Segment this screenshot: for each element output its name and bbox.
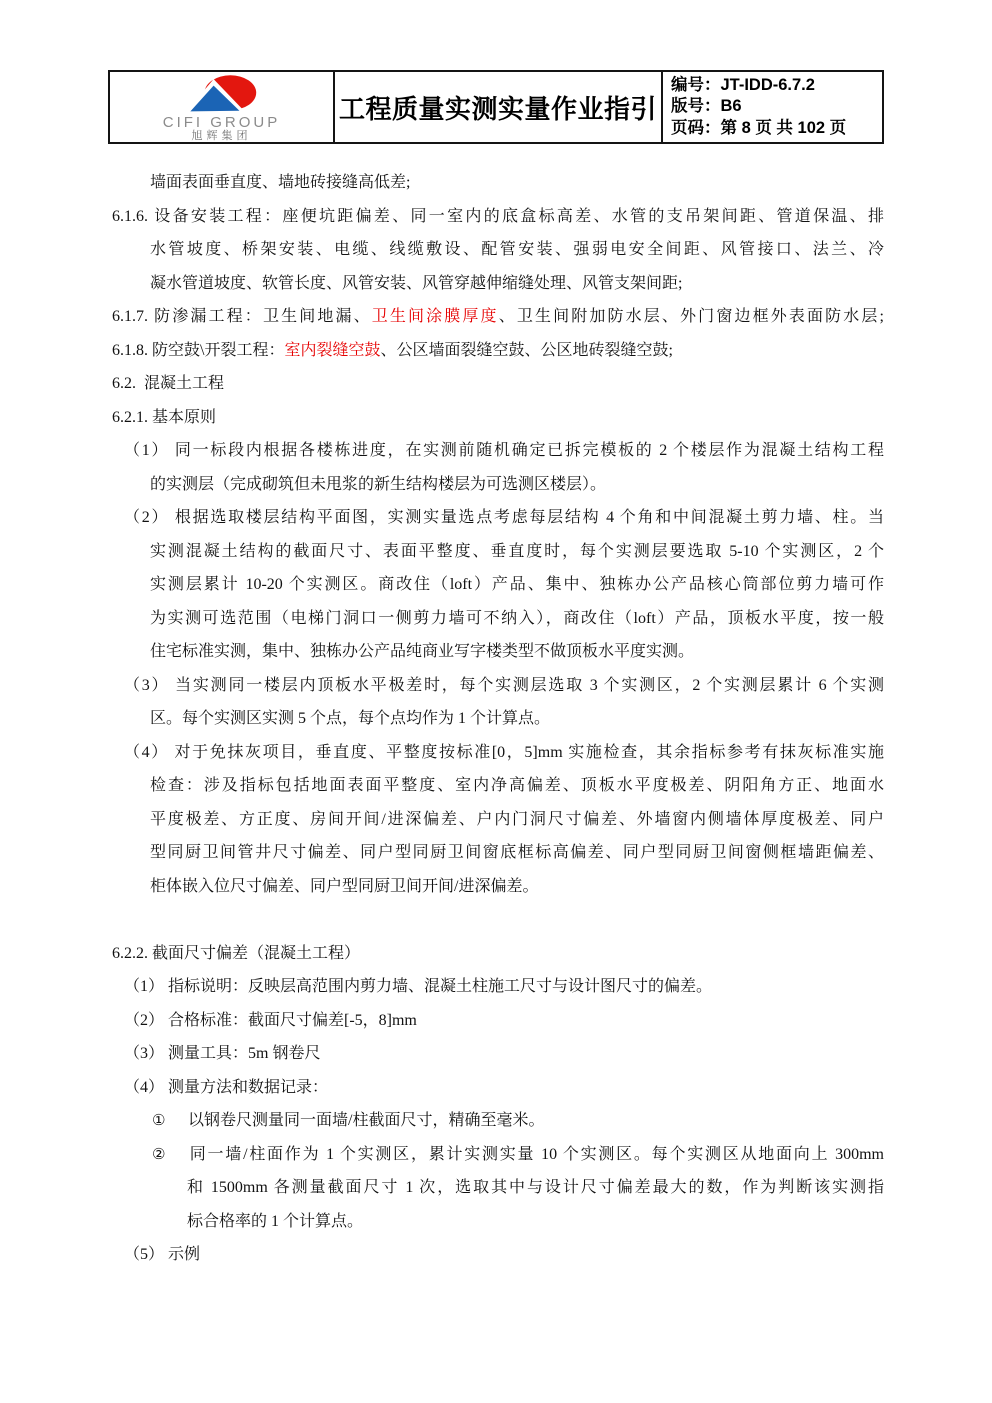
document-line	[112, 401, 884, 435]
document-line	[112, 803, 884, 837]
doc-version: 版号：B6	[671, 97, 742, 116]
text-run: （4） 对于免抹灰项目，垂直度、平整度按标准[0，5]mm 实施检查，其余指标参考有抹灰标准实施	[124, 743, 884, 761]
text-run: （5） 示例	[124, 1246, 201, 1263]
text-run: 、卫生间附加防水层、外门窗边框外表面防水层;	[498, 308, 884, 325]
text-run: （4） 测量方法和数据记录：	[124, 1078, 329, 1096]
document-line	[112, 736, 884, 770]
text-run: （2） 合格标准：截面尺寸偏差[-5，8]mm	[124, 1011, 417, 1029]
document-line	[112, 769, 884, 803]
document-line	[112, 568, 884, 602]
text-run: 和 1500mm 各测量截面尺寸 1 次，选取其中与设计尺寸偏差最大的数，作为判断该实测指	[187, 1179, 884, 1196]
text-run: 的实测层（完成砌筑但未甩浆的新生结构楼层为可选测区楼层）。	[150, 475, 607, 493]
paragraph-gap	[112, 903, 884, 937]
text-run: 水管坡度、桥架安装、电缆、线缆敷设、配管安装、强弱电安全间距、风管接口、法兰、冷	[150, 241, 884, 258]
document-line	[112, 468, 884, 502]
document-line	[112, 635, 884, 669]
text-run: 6.2.1. 基本原则	[112, 408, 217, 426]
text-run: 区。每个实测区实测 5 个点，每个点均作为 1 个计算点。	[150, 710, 551, 727]
document-line	[112, 702, 884, 736]
document-title: 工程质量实测实量作业指引	[338, 93, 657, 124]
text-run: 检查：涉及指标包括地面表面平整度、室内净高偏差、顶板水平度极差、阴阳角方正、地面水	[150, 777, 884, 794]
document-line	[112, 501, 884, 535]
text-run: 为实测可选范围（电梯门洞口一侧剪力墙可不纳入），商改住（loft）产品，顶板水平度，按一般	[150, 609, 884, 627]
highlighted-text: 卫生间涂膜厚度	[371, 308, 499, 325]
document-line	[112, 1037, 884, 1071]
document-line	[112, 200, 884, 234]
document-body	[112, 166, 884, 1272]
document-line	[112, 1238, 884, 1272]
document-line	[112, 367, 884, 401]
document-line	[112, 267, 884, 301]
text-run: （3） 当实测同一楼层内顶板水平极差时，每个实测层选取 3 个实测区，2 个实测层累计 6 个实测	[124, 676, 884, 694]
document-line	[112, 870, 884, 904]
text-run: 型同厨卫间管井尺寸偏差、同户型同厨卫间窗底框标高偏差、同户型同厨卫间窗侧框墙距偏差、	[150, 844, 884, 861]
logo-group-name-cn: 旭辉集团	[191, 130, 252, 142]
text-run: 平度极差、方正度、房间开间/进深偏差、户内门洞尺寸偏差、外墙窗内侧墙体厚度极差、同户	[150, 810, 884, 828]
document-line	[112, 836, 884, 870]
document-line	[112, 602, 884, 636]
document-line	[112, 1104, 884, 1138]
document-line	[112, 233, 884, 267]
document-header-table	[108, 70, 884, 144]
document-line	[112, 535, 884, 569]
text-run: 6.2.2. 截面尺寸偏差（混凝土工程）	[112, 944, 361, 962]
document-line	[112, 1205, 884, 1239]
cifi-logo-icon	[157, 74, 287, 114]
highlighted-text: 室内裂缝空鼓	[284, 341, 381, 359]
text-run: 标合格率的 1 个计算点。	[187, 1212, 364, 1230]
document-line	[112, 1138, 884, 1172]
circled-number: ②	[152, 1144, 166, 1163]
logo-group-name-en: CIFI GROUP	[162, 114, 281, 131]
text-run: （1） 同一标段内根据各楼栋进度，在实测前随机确定已拆完模板的 2 个楼层作为混凝土结构工程	[124, 442, 884, 459]
text-run: 同一墙/柱面作为 1 个实测区，累计实测实量 10 个实测区。每个实测区从地面向上 300mm	[188, 1145, 884, 1163]
document-line	[112, 1071, 884, 1105]
text-run: 、公区墙面裂缝空鼓、公区地砖裂缝空鼓;	[380, 341, 673, 359]
doc-number: 编号：JT-IDD-6.7.2	[671, 75, 815, 94]
text-run: 6.1.7. 防渗漏工程：卫生间地漏、	[112, 308, 372, 325]
text-run: 实测混凝土结构的截面尺寸、表面平整度、垂直度时，每个实测层要选取 5-10 个实测区，2 个	[150, 542, 884, 560]
text-run: 住宅标准实测，集中、独栋办公产品纯商业写字楼类型不做顶板水平度实测。	[150, 643, 695, 660]
text-run: 凝水管道坡度、软管长度、风管安装、风管穿越伸缩缝处理、风管支架间距;	[150, 274, 683, 292]
text-run: （3） 测量工具：5m 钢卷尺	[124, 1045, 321, 1062]
document-line	[112, 970, 884, 1004]
title-cell	[333, 72, 663, 142]
text-run: 柜体嵌入位尺寸偏差、同户型同厨卫间开间/进深偏差。	[150, 877, 539, 895]
document-line	[112, 1171, 884, 1205]
text-run: 6.2. 混凝土工程	[112, 375, 225, 392]
text-run: 6.1.6. 设备安装工程：座便坑距偏差、同一室内的底盒标高差、水管的支吊架间距、管道保温、排	[112, 207, 884, 225]
doc-page-number: 页码：第 8 页 共 102 页	[671, 118, 847, 137]
document-line	[112, 300, 884, 334]
meta-cell	[663, 72, 882, 142]
circled-number: ①	[152, 1111, 166, 1129]
text-run: （2） 根据选取楼层结构平面图，实测实量选点考虑每层结构 4 个角和中间混凝土剪力墙、柱。当	[124, 509, 884, 526]
document-line	[112, 937, 884, 971]
text-run: 6.1.8. 防空鼓\开裂工程：	[112, 341, 285, 359]
document-line	[112, 1004, 884, 1038]
document-line	[112, 434, 884, 468]
logo-cell	[110, 72, 333, 142]
text-run: 以钢卷尺测量同一面墙/柱截面尺寸，精确至毫米。	[188, 1112, 545, 1129]
text-run: 实测层累计 10-20 个实测区。商改住（loft）产品、集中、独栋办公产品核心筒部位剪力墙可作	[150, 576, 884, 593]
text-run: （1） 指标说明：反映层高范围内剪力墙、混凝土柱施工尺寸与设计图尺寸的偏差。	[124, 978, 713, 995]
document-line	[112, 166, 884, 200]
text-run: 墙面表面垂直度、墙地砖接缝高低差;	[150, 174, 411, 191]
document-line	[112, 334, 884, 368]
document-line	[112, 669, 884, 703]
